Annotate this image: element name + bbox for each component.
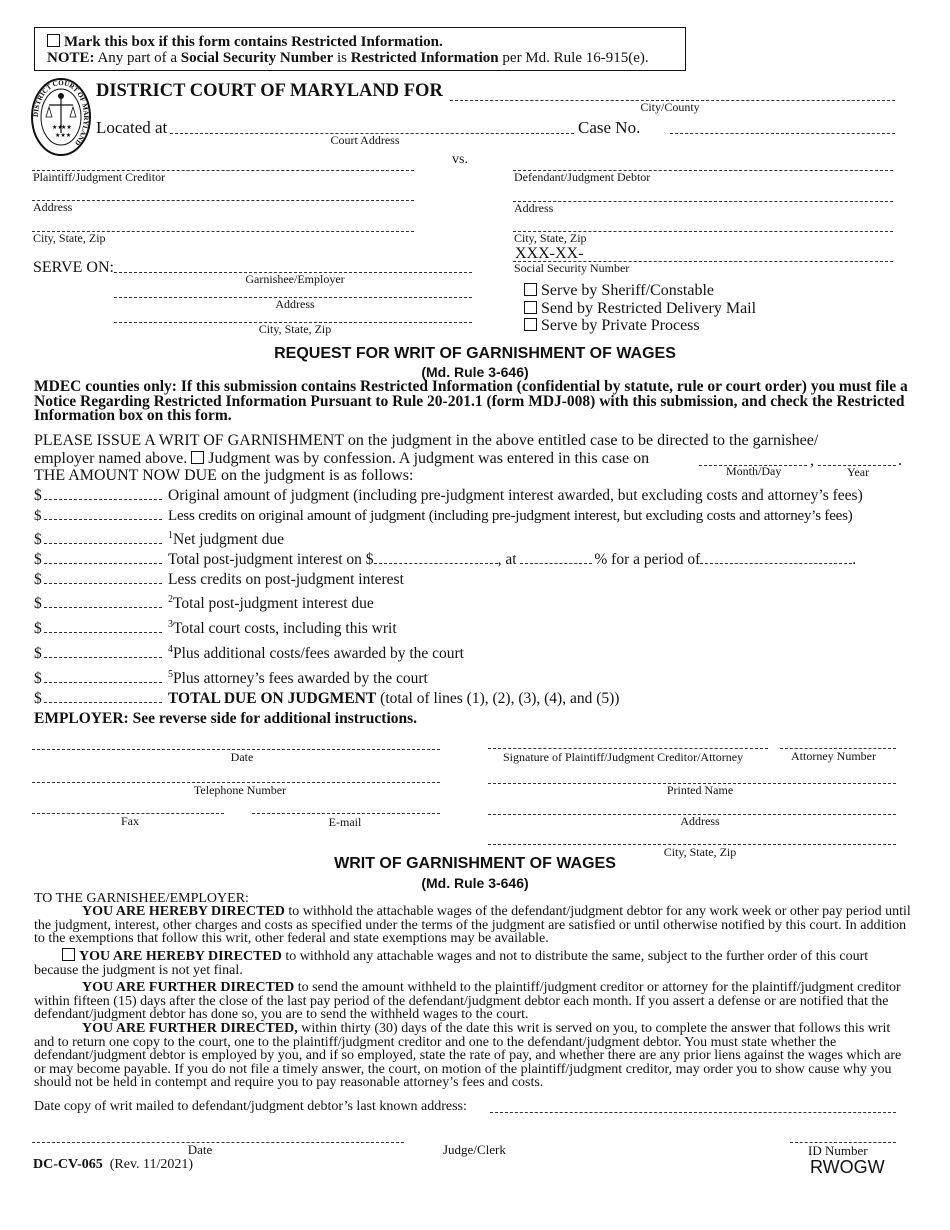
- case-no-label: Case No.: [578, 118, 641, 137]
- amount-line-total: $ TOTAL DUE ON JUDGMENT (total of lines (1), (2), (3), (4), and (5)): [34, 690, 620, 707]
- amount-line-1: $ Original amount of judgment (including pre-judgment interest awarded, but excluding costs and attorney’s fees): [34, 487, 863, 504]
- serve-private-option[interactable]: Serve by Private Process: [524, 317, 756, 335]
- please-issue-2: employer named above. Judgment was by confession. A judgment was entered in this case on: [34, 450, 650, 467]
- serve-mail-option[interactable]: Send by Restricted Delivery Mail: [524, 300, 756, 318]
- id-number-caption: ID Number: [808, 1143, 868, 1158]
- amount-line-5: $ Less credits on post-judgment interest: [34, 571, 404, 588]
- plaintiff-address-field[interactable]: [32, 200, 414, 201]
- amount-field-2[interactable]: [44, 507, 162, 520]
- not-final-checkbox[interactable]: [62, 948, 75, 961]
- writ-paragraph-4: YOU ARE FURTHER DIRECTED, within thirty (30) days of the date this writ is served on you, to complete the answer that follows this writ and to return one copy to the court, one to the plaintiff/judgment creditor and one to the defendant/judgment debtor. You must state whether the defendant/judgment debtor is employed by you, and if so employed, state the rate of pay, and whether there are any prior liens against the wages which are or may become payable. If you do not file a timely answer, the court, on motion of the plaintiff/judgment creditor, may order you to show cause why you should not be held in contempt and require you to pay reasonable attorney’s fees and costs.: [34, 1021, 902, 1090]
- amount-line-3: $ $^1$Net judgment due: [34, 530, 285, 549]
- svg-text:★★: ★★: [52, 125, 63, 131]
- court-seal-icon: [30, 77, 92, 157]
- amount-field-7[interactable]: [44, 620, 162, 633]
- attorney-number-caption: Attorney Number: [791, 749, 876, 763]
- garnishee-caption: Garnishee/Employer: [245, 272, 345, 286]
- amount-field-4[interactable]: [44, 551, 162, 564]
- amount-field-5[interactable]: [44, 571, 162, 584]
- serve-sheriff-checkbox[interactable]: [524, 283, 537, 296]
- form-code: RWOGW: [810, 1157, 885, 1177]
- amount-field-6[interactable]: [44, 595, 162, 608]
- writ-date-caption: Date: [187, 1142, 213, 1157]
- amount-field-3[interactable]: [44, 531, 162, 544]
- request-title: REQUEST FOR WRIT OF GARNISHMENT OF WAGES: [274, 345, 676, 362]
- note-is: is: [337, 50, 348, 66]
- plaintiff-address-caption: Address: [33, 200, 73, 214]
- writ-paragraph-3: YOU ARE FURTHER DIRECTED to send the amount withheld to the plaintiff/judgment creditor or attorney for the plaintiff/judgment creditor within fifteen (15) days after the close of the last pay period of the defendant/judgment debtor each month. If you assert a defense or are notified that the defendant/judgment debtor has done so, you are to send the withheld wages to the court.: [34, 980, 901, 1022]
- ssn-caption: Social Security Number: [514, 261, 630, 275]
- writ-title: WRIT OF GARNISHMENT OF WAGES: [334, 855, 616, 872]
- writ-rule: (Md. Rule 3-646): [421, 875, 529, 891]
- mdec-notice: MDEC counties only: If this submission contains Restricted Information (confidential by statute, rule or court order) you must file a Notice Regarding Restricted Information Pursuant to Rule 20-201.1 (form MDJ-008) with this submission, and check the Restricted Information box on this form.: [34, 378, 908, 424]
- interest-period-field[interactable]: [700, 551, 852, 564]
- vs-label: vs.: [452, 152, 468, 167]
- serve-mail-checkbox[interactable]: [524, 301, 537, 314]
- writ-paragraph-2: YOU ARE HEREBY DIRECTED to withhold any attachable wages and not to distribute the same, subject to the further order of this court because the judgment is not yet final.: [34, 949, 869, 978]
- mailed-label: Date copy of writ mailed to defendant/judgment debtor’s last known address:: [34, 1099, 467, 1114]
- comma-sep: ,: [810, 452, 814, 469]
- court-address-caption: Court Address: [330, 133, 400, 147]
- note-text: Any part of a: [97, 50, 178, 66]
- writ-paragraph-1: YOU ARE HEREBY DIRECTED to withhold the attachable wages of the defendant/judgment debtor for any work week or other pay period until the judgment, interest, other charges and costs as specified under the terms of the judgment are satisfied or until otherwise notified by this court. In addition to the exemptions that follow this writ, other federal and state exemptions may be available.: [34, 904, 911, 946]
- defendant-address-field[interactable]: [513, 201, 893, 202]
- defendant-city-caption: City, State, Zip: [514, 231, 587, 245]
- email-caption: E-mail: [328, 815, 362, 829]
- amount-line-2: $ Less credits on original amount of judgment (including pre-judgment interest, but excluding costs and attorney’s fees): [34, 508, 853, 524]
- amount-field-9[interactable]: [44, 670, 162, 683]
- amount-line-7: $ $^3$Total court costs, including this writ: [34, 619, 397, 638]
- defendant-caption: Defendant/Judgment Debtor: [514, 170, 651, 184]
- form-number: DC-CV-065 (Rev. 11/2021): [33, 1157, 194, 1172]
- ssn-prefix: XXX-XX-: [515, 245, 584, 262]
- serve-on-label: SERVE ON:: [33, 259, 114, 276]
- printed-name-caption: Printed Name: [666, 783, 734, 797]
- confession-checkbox[interactable]: [191, 451, 204, 464]
- period-sep: .: [898, 452, 902, 469]
- month-day-caption: Month/Day: [726, 464, 782, 478]
- svg-text:★★: ★★: [61, 125, 72, 131]
- signature-field[interactable]: [488, 748, 768, 749]
- svg-text:★★★: ★★★: [55, 133, 72, 139]
- employer-note: EMPLOYER: See reverse side for additional instructions.: [34, 710, 418, 727]
- date-caption: Date: [230, 750, 254, 764]
- signature-caption: Signature of Plaintiff/Judgment Creditor/Attorney: [503, 750, 744, 764]
- attorney-city-caption: City, State, Zip: [663, 845, 737, 859]
- amount-field-1[interactable]: [44, 487, 162, 500]
- garnishee-address-caption: Address: [275, 297, 315, 311]
- garnishee-city-caption: City, State, Zip: [258, 322, 332, 336]
- note-restricted: Restricted Information: [350, 50, 499, 66]
- service-options: [524, 282, 756, 335]
- attorney-address-caption: Address: [680, 814, 720, 828]
- amount-field-8[interactable]: [44, 645, 162, 658]
- please-issue-1: PLEASE ISSUE A WRIT OF GARNISHMENT on the judgment in the above entitled case to be directed to the garnishee/: [34, 432, 819, 449]
- defendant-address-caption: Address: [514, 201, 554, 215]
- plaintiff-caption: Plaintiff/Judgment Creditor: [33, 170, 166, 184]
- interest-rate-field[interactable]: [520, 551, 592, 564]
- mailed-date-field[interactable]: [490, 1112, 896, 1113]
- serve-sheriff-option[interactable]: Serve by Sheriff/Constable: [524, 282, 756, 300]
- amount-line-6: $ $^2$Total post-judgment interest due: [34, 594, 374, 613]
- case-no-field[interactable]: [670, 133, 895, 134]
- amount-line-8: $ $^4$Plus additional costs/fees awarded by the court: [34, 644, 464, 663]
- year-caption: Year: [847, 465, 870, 479]
- restricted-info-checkbox[interactable]: [47, 34, 60, 47]
- judge-clerk-caption: Judge/Clerk: [443, 1142, 506, 1157]
- telephone-caption: Telephone Number: [193, 783, 287, 797]
- restricted-info-label: Mark this box if this form contains Restricted Information.: [64, 34, 443, 50]
- request-rule: (Md. Rule 3-646): [421, 364, 529, 380]
- note-ssn: Social Security Number: [180, 50, 334, 66]
- email-field[interactable]: [252, 813, 440, 814]
- interest-base-field[interactable]: [374, 551, 498, 564]
- city-county-caption: City/County: [640, 100, 700, 114]
- svg-text:DISTRICT COURT OF MARYLAND: DISTRICT COURT OF MARYLAND: [31, 78, 91, 147]
- court-title: DISTRICT COURT OF MARYLAND FOR: [96, 81, 443, 101]
- note-rule: per Md. Rule 16-915(e).: [502, 50, 649, 66]
- plaintiff-city-caption: City, State, Zip: [33, 231, 106, 245]
- fax-caption: Fax: [121, 814, 139, 828]
- note-prefix: NOTE:: [47, 50, 95, 66]
- writ-to: TO THE GARNISHEE/EMPLOYER:: [34, 891, 249, 906]
- amount-field-total[interactable]: [44, 690, 162, 703]
- located-at-label: Located at: [96, 118, 168, 137]
- restricted-info-notice: [34, 27, 686, 71]
- amount-line-9: $ $^5$Plus attorney’s fees awarded by the court: [34, 669, 428, 688]
- serve-private-checkbox[interactable]: [524, 318, 537, 331]
- amount-line-4: $ Total post-judgment interest on $ , at % for a period of .: [34, 551, 857, 568]
- amount-due-heading: THE AMOUNT NOW DUE on the judgment is as follows:: [34, 467, 414, 484]
